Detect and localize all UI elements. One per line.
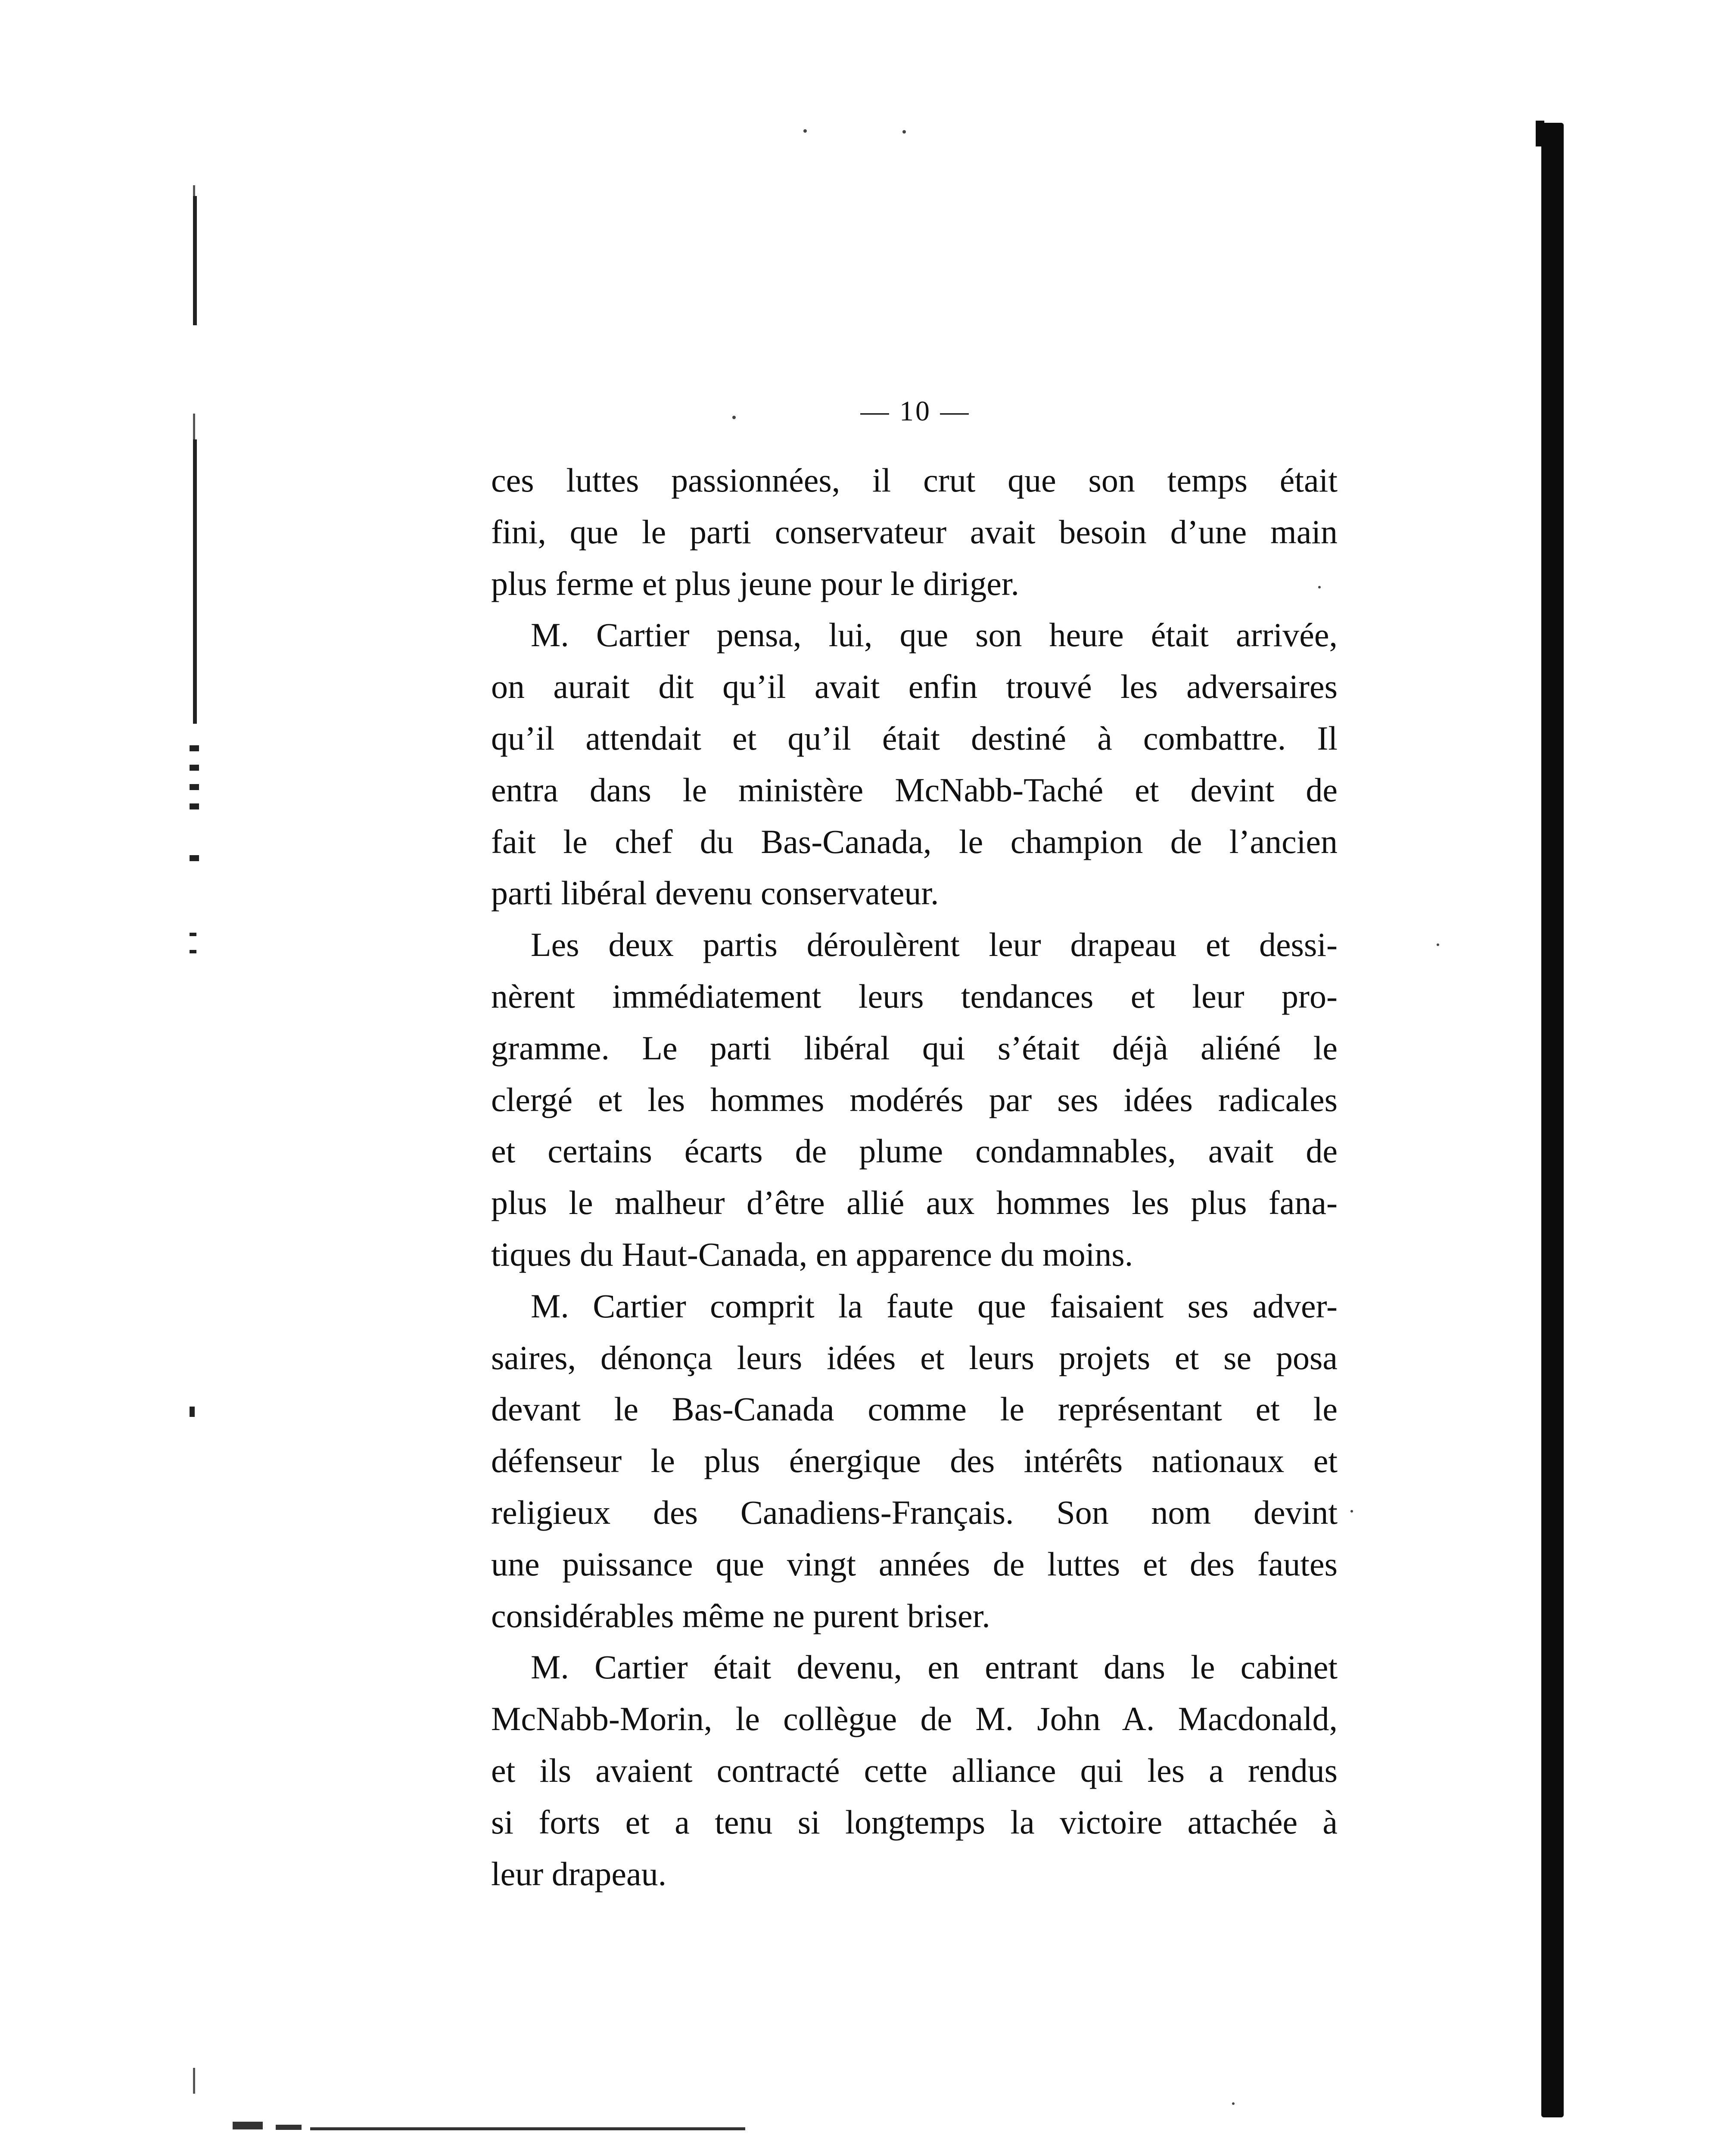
scan-mark-left — [193, 439, 197, 724]
scan-mark-bottom — [276, 2125, 302, 2130]
text-line: défenseur le plus énergique des intérêts nationaux et — [491, 1442, 1338, 1480]
text-line: religieux des Canadiens-Français. Son nom devint — [491, 1493, 1338, 1531]
text-line: plus ferme et plus jeune pour le diriger. — [491, 564, 1019, 602]
scan-speck — [902, 130, 906, 134]
text-line: devant le Bas-Canada comme le représentant et le — [491, 1390, 1338, 1428]
scan-mark-left — [190, 784, 199, 790]
body-text — [491, 454, 1338, 1899]
text-line: si forts et a tenu si longtemps la victoire attachée à — [491, 1803, 1338, 1841]
scan-edge-shadow-right — [1541, 123, 1564, 2117]
text-line: nèrent immédiatement leurs tendances et leur pro- — [491, 977, 1338, 1015]
text-line: gramme. Le parti libéral qui s’était déjà aliéné le — [491, 1029, 1338, 1067]
text-line: McNabb-Morin, le collègue de M. John A. Macdonald, — [491, 1700, 1338, 1738]
scan-mark-left — [193, 196, 197, 325]
scan-mark-left — [190, 745, 199, 751]
text-line: Les deux partis déroulèrent leur drapeau et dessi- — [531, 926, 1338, 964]
text-line: M. Cartier pensa, lui, que son heure était arrivée, — [531, 616, 1338, 654]
scan-speck — [732, 416, 736, 419]
scan-mark-left — [190, 855, 199, 861]
scan-mark-left — [190, 765, 199, 771]
text-line: une puissance que vingt années de luttes et des fautes — [491, 1545, 1338, 1583]
scan-mark-bottom — [233, 2122, 263, 2129]
text-line: et ils avaient contracté cette alliance qui les a rendus — [491, 1751, 1338, 1789]
text-line: on aurait dit qu’il avait enfin trouvé les adversaires — [491, 668, 1338, 706]
scan-mark-bottom-rule — [310, 2127, 745, 2130]
scan-mark-left — [190, 1407, 195, 1417]
text-line: parti libéral devenu conservateur. — [491, 874, 939, 912]
scan-speck — [1437, 943, 1439, 946]
text-line: plus le malheur d’être allié aux hommes les plus fana- — [491, 1184, 1338, 1222]
text-line: et certains écarts de plume condamnables, avait de — [491, 1132, 1338, 1170]
scan-speck — [1350, 1510, 1353, 1513]
text-line: qu’il attendait et qu’il était destiné à combattre. Il — [491, 719, 1338, 757]
text-line: saires, dénonça leurs idées et leurs projets et se posa — [491, 1338, 1338, 1376]
text-line: considérables même ne purent briser. — [491, 1597, 990, 1634]
scan-mark-left — [190, 933, 196, 936]
text-line: leur drapeau. — [491, 1855, 667, 1893]
text-line: fini, que le parti conservateur avait besoin d’une main — [491, 513, 1338, 551]
text-line: tiques du Haut-Canada, en apparence du moins. — [491, 1235, 1133, 1273]
scan-mark-left — [193, 414, 195, 439]
scan-mark-left — [193, 2068, 195, 2094]
scan-mark-left — [190, 803, 199, 809]
page-number: — 10 — — [860, 395, 971, 427]
text-line: M. Cartier comprit la faute que faisaient ses adver- — [531, 1287, 1338, 1325]
scan-speck — [1232, 2102, 1235, 2105]
text-line: entra dans le ministère McNabb-Taché et devint de — [491, 771, 1338, 809]
scan-mark-left — [190, 950, 196, 953]
text-line: M. Cartier était devenu, en entrant dans le cabinet — [531, 1648, 1338, 1686]
text-line: fait le chef du Bas-Canada, le champion de l’ancien — [491, 822, 1338, 860]
scan-speck — [803, 129, 807, 133]
text-line: clergé et les hommes modérés par ses idées radicales — [491, 1080, 1338, 1118]
text-line: ces luttes passionnées, il crut que son temps était — [491, 461, 1338, 499]
